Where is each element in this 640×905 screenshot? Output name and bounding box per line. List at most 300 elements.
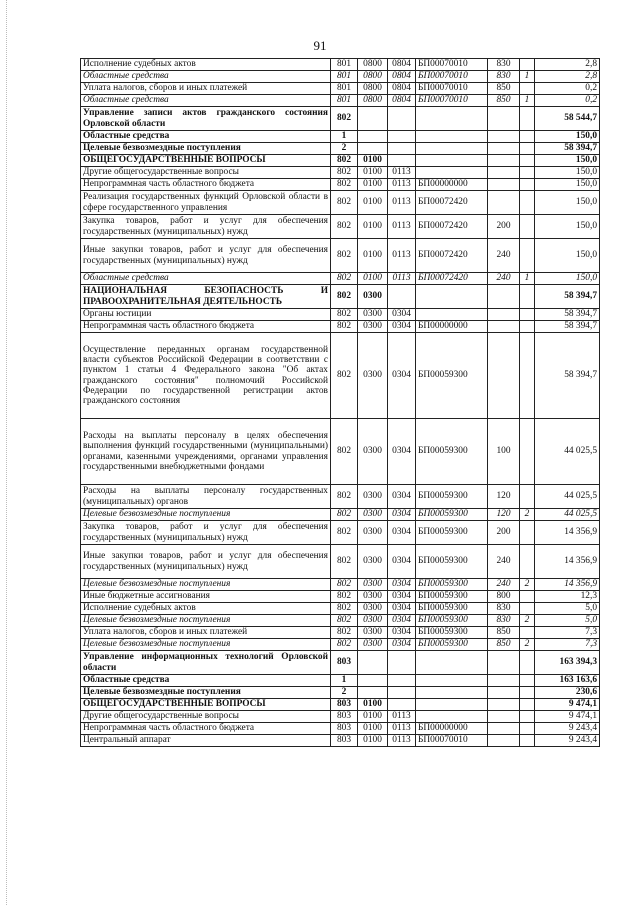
cell-ministry: 802 (331, 285, 358, 309)
cell-expense-type: 850 (488, 95, 520, 107)
cell-name: Целевые безвозмездные поступления (81, 143, 331, 155)
cell-subsection: 0304 (388, 521, 416, 545)
cell-name: ОБЩЕГОСУДАРСТВЕННЫЕ ВОПРОСЫ (81, 155, 331, 167)
cell-expense-type (488, 321, 520, 333)
cell-expense-type: 850 (488, 627, 520, 639)
cell-amount: 7,3 (535, 639, 600, 651)
cell-subsection: 0113 (388, 191, 416, 215)
table-row (81, 131, 600, 143)
cell-amount: 44 025,5 (535, 485, 600, 509)
cell-name: Расходы на выплаты персоналу в целях обеспечения выполнения функций государственными (муниципальными) органами, казенными учреждениями, органами управления государственными внебюджетными фондами (81, 419, 331, 485)
cell-section: 0300 (358, 591, 388, 603)
cell-source (520, 215, 535, 239)
cell-source (520, 155, 535, 167)
table-row (81, 167, 600, 179)
cell-name: Областные средства (81, 273, 331, 285)
cell-target-article: БП00072420 (416, 273, 488, 285)
cell-target-article: БП00059300 (416, 591, 488, 603)
cell-target-article: БП00059300 (416, 419, 488, 485)
cell-target-article (416, 143, 488, 155)
cell-source (520, 59, 535, 71)
cell-subsection: 0304 (388, 321, 416, 333)
cell-ministry: 802 (331, 419, 358, 485)
table-row (81, 273, 600, 285)
cell-amount: 58 394,7 (535, 333, 600, 419)
cell-target-article: БП00059300 (416, 545, 488, 579)
table-row (81, 603, 600, 615)
cell-name: Другие общегосударственные вопросы (81, 167, 331, 179)
cell-section: 0300 (358, 419, 388, 485)
table-row (81, 155, 600, 167)
table-row (81, 615, 600, 627)
cell-subsection: 0804 (388, 83, 416, 95)
table-row (81, 143, 600, 155)
cell-source (520, 321, 535, 333)
cell-expense-type (488, 699, 520, 711)
cell-target-article (416, 699, 488, 711)
cell-name: Исполнение судебных актов (81, 603, 331, 615)
cell-amount: 7,3 (535, 627, 600, 639)
cell-section: 0100 (358, 239, 388, 273)
cell-source (520, 191, 535, 215)
cell-section: 0100 (358, 155, 388, 167)
cell-target-article: БП00059300 (416, 627, 488, 639)
cell-amount: 150,0 (535, 191, 600, 215)
cell-expense-type: 100 (488, 419, 520, 485)
cell-section (358, 675, 388, 687)
cell-amount: 44 025,5 (535, 509, 600, 521)
cell-amount: 14 356,9 (535, 579, 600, 591)
cell-source (520, 131, 535, 143)
cell-expense-type: 830 (488, 71, 520, 83)
cell-amount: 2,8 (535, 71, 600, 83)
cell-source: 1 (520, 95, 535, 107)
cell-ministry: 802 (331, 155, 358, 167)
cell-target-article: БП00059300 (416, 639, 488, 651)
table-row (81, 419, 600, 485)
cell-section: 0100 (358, 711, 388, 723)
table-row (81, 71, 600, 83)
cell-name: Целевые безвозмездные поступления (81, 509, 331, 521)
table-row (81, 651, 600, 675)
cell-target-article (416, 651, 488, 675)
cell-target-article: БП00000000 (416, 321, 488, 333)
cell-subsection: 0304 (388, 603, 416, 615)
cell-section: 0300 (358, 309, 388, 321)
cell-expense-type (488, 167, 520, 179)
cell-subsection: 0113 (388, 723, 416, 735)
cell-source (520, 179, 535, 191)
cell-ministry: 802 (331, 509, 358, 521)
cell-section: 0300 (358, 579, 388, 591)
cell-subsection (388, 131, 416, 143)
cell-amount: 5,0 (535, 603, 600, 615)
cell-amount: 150,0 (535, 273, 600, 285)
cell-expense-type (488, 179, 520, 191)
cell-amount: 58 394,7 (535, 143, 600, 155)
cell-expense-type (488, 723, 520, 735)
cell-amount: 150,0 (535, 239, 600, 273)
cell-target-article: БП00070010 (416, 735, 488, 747)
cell-section: 0100 (358, 215, 388, 239)
cell-section (358, 687, 388, 699)
cell-subsection: 0113 (388, 711, 416, 723)
cell-section: 0300 (358, 285, 388, 309)
cell-subsection: 0304 (388, 639, 416, 651)
cell-expense-type (488, 711, 520, 723)
cell-subsection: 0113 (388, 735, 416, 747)
cell-name: Закупка товаров, работ и услуг для обеспечения государственных (муниципальных) нужд (81, 521, 331, 545)
cell-subsection (388, 651, 416, 675)
cell-source (520, 687, 535, 699)
cell-subsection (388, 107, 416, 131)
cell-name: ОБЩЕГОСУДАРСТВЕННЫЕ ВОПРОСЫ (81, 699, 331, 711)
cell-target-article: БП00072420 (416, 191, 488, 215)
cell-ministry: 1 (331, 675, 358, 687)
cell-target-article: БП00070010 (416, 59, 488, 71)
cell-name: Областные средства (81, 95, 331, 107)
cell-subsection: 0304 (388, 579, 416, 591)
cell-name: Другие общегосударственные вопросы (81, 711, 331, 723)
cell-ministry: 802 (331, 545, 358, 579)
cell-target-article: БП00059300 (416, 521, 488, 545)
cell-ministry: 802 (331, 579, 358, 591)
table-row (81, 309, 600, 321)
cell-name: Управление информационных технологий Орловской области (81, 651, 331, 675)
cell-ministry: 802 (331, 603, 358, 615)
cell-target-article: БП00059300 (416, 603, 488, 615)
cell-name: Целевые безвозмездные поступления (81, 639, 331, 651)
cell-amount: 150,0 (535, 179, 600, 191)
table-row (81, 711, 600, 723)
table-row (81, 179, 600, 191)
cell-subsection (388, 155, 416, 167)
budget-table (80, 58, 600, 747)
budget-table-body (81, 59, 600, 747)
cell-name: Уплата налогов, сборов и иных платежей (81, 627, 331, 639)
cell-section: 0100 (358, 699, 388, 711)
cell-expense-type: 240 (488, 273, 520, 285)
cell-subsection (388, 675, 416, 687)
cell-source: 2 (520, 615, 535, 627)
table-row (81, 699, 600, 711)
cell-expense-type (488, 333, 520, 419)
cell-ministry: 802 (331, 215, 358, 239)
table-row (81, 545, 600, 579)
table-row (81, 509, 600, 521)
cell-subsection: 0304 (388, 591, 416, 603)
cell-name: Центральный аппарат (81, 735, 331, 747)
cell-name: Органы юстиции (81, 309, 331, 321)
cell-ministry: 802 (331, 191, 358, 215)
cell-ministry: 801 (331, 83, 358, 95)
cell-target-article: БП00072420 (416, 239, 488, 273)
cell-section: 0100 (358, 735, 388, 747)
cell-target-article: БП00059300 (416, 579, 488, 591)
cell-section (358, 651, 388, 675)
cell-subsection: 0304 (388, 627, 416, 639)
cell-section: 0300 (358, 603, 388, 615)
cell-section: 0800 (358, 59, 388, 71)
cell-source (520, 419, 535, 485)
cell-ministry: 802 (331, 321, 358, 333)
cell-amount: 58 544,7 (535, 107, 600, 131)
cell-name: Непрограммная часть областного бюджета (81, 723, 331, 735)
cell-name: Целевые безвозмездные поступления (81, 687, 331, 699)
cell-name: Закупка товаров, работ и услуг для обеспечения государственных (муниципальных) нужд (81, 215, 331, 239)
cell-name: Иные бюджетные ассигнования (81, 591, 331, 603)
cell-ministry: 802 (331, 273, 358, 285)
cell-target-article (416, 675, 488, 687)
left-margin-rule (6, 0, 7, 905)
cell-expense-type (488, 735, 520, 747)
cell-subsection: 0804 (388, 95, 416, 107)
cell-source (520, 675, 535, 687)
cell-subsection: 0304 (388, 333, 416, 419)
cell-name: Областные средства (81, 131, 331, 143)
cell-ministry: 803 (331, 723, 358, 735)
cell-amount: 12,3 (535, 591, 600, 603)
cell-ministry: 802 (331, 309, 358, 321)
cell-ministry: 802 (331, 521, 358, 545)
table-row (81, 485, 600, 509)
cell-section: 0300 (358, 615, 388, 627)
cell-subsection: 0304 (388, 419, 416, 485)
cell-amount: 150,0 (535, 167, 600, 179)
cell-expense-type (488, 309, 520, 321)
cell-source (520, 603, 535, 615)
cell-ministry: 801 (331, 95, 358, 107)
cell-ministry: 803 (331, 711, 358, 723)
cell-expense-type (488, 687, 520, 699)
cell-expense-type (488, 155, 520, 167)
cell-source (520, 485, 535, 509)
cell-name: Иные закупки товаров, работ и услуг для обеспечения государственных (муниципальных) нужд (81, 239, 331, 273)
cell-subsection (388, 285, 416, 309)
cell-expense-type: 240 (488, 545, 520, 579)
cell-subsection (388, 687, 416, 699)
table-row (81, 285, 600, 309)
cell-name: Непрограммная часть областного бюджета (81, 321, 331, 333)
cell-source (520, 711, 535, 723)
table-row (81, 521, 600, 545)
cell-ministry: 801 (331, 71, 358, 83)
cell-subsection: 0304 (388, 309, 416, 321)
table-row (81, 579, 600, 591)
cell-expense-type: 240 (488, 239, 520, 273)
cell-ministry: 802 (331, 107, 358, 131)
cell-source (520, 333, 535, 419)
cell-amount: 150,0 (535, 131, 600, 143)
cell-subsection: 0304 (388, 545, 416, 579)
cell-target-article: БП00059300 (416, 615, 488, 627)
cell-section: 0300 (358, 545, 388, 579)
cell-section: 0800 (358, 71, 388, 83)
cell-amount: 163 394,3 (535, 651, 600, 675)
cell-amount: 230,6 (535, 687, 600, 699)
cell-expense-type: 850 (488, 639, 520, 651)
cell-amount: 58 394,7 (535, 309, 600, 321)
table-row (81, 83, 600, 95)
cell-name: Исполнение судебных актов (81, 59, 331, 71)
table-row (81, 59, 600, 71)
cell-source: 1 (520, 71, 535, 83)
cell-source (520, 309, 535, 321)
cell-name: Иные закупки товаров, работ и услуг для обеспечения государственных (муниципальных) нужд (81, 545, 331, 579)
cell-amount: 14 356,9 (535, 521, 600, 545)
cell-source (520, 107, 535, 131)
cell-expense-type: 120 (488, 485, 520, 509)
cell-section: 0300 (358, 333, 388, 419)
cell-source: 2 (520, 579, 535, 591)
cell-amount: 9 243,4 (535, 723, 600, 735)
cell-section: 0100 (358, 167, 388, 179)
cell-amount: 44 025,5 (535, 419, 600, 485)
cell-expense-type (488, 191, 520, 215)
cell-subsection: 0113 (388, 179, 416, 191)
cell-target-article: БП00059300 (416, 509, 488, 521)
cell-source (520, 735, 535, 747)
cell-subsection: 0304 (388, 615, 416, 627)
table-row (81, 191, 600, 215)
cell-name: Целевые безвозмездные поступления (81, 615, 331, 627)
cell-target-article (416, 309, 488, 321)
cell-expense-type: 800 (488, 591, 520, 603)
cell-ministry: 2 (331, 687, 358, 699)
cell-name: НАЦИОНАЛЬНАЯ БЕЗОПАСНОСТЬ И ПРАВООХРАНИТЕЛЬНАЯ ДЕЯТЕЛЬНОСТЬ (81, 285, 331, 309)
cell-section (358, 107, 388, 131)
cell-target-article (416, 687, 488, 699)
cell-section: 0300 (358, 321, 388, 333)
cell-target-article (416, 131, 488, 143)
cell-target-article: БП00059300 (416, 333, 488, 419)
cell-expense-type (488, 285, 520, 309)
cell-name: Областные средства (81, 675, 331, 687)
table-row (81, 215, 600, 239)
cell-ministry: 802 (331, 179, 358, 191)
cell-name: Уплата налогов, сборов и иных платежей (81, 83, 331, 95)
table-row (81, 735, 600, 747)
cell-ministry: 802 (331, 167, 358, 179)
cell-ministry: 2 (331, 143, 358, 155)
cell-target-article: БП00072420 (416, 215, 488, 239)
cell-source: 2 (520, 509, 535, 521)
cell-section: 0300 (358, 639, 388, 651)
cell-target-article (416, 155, 488, 167)
cell-amount: 5,0 (535, 615, 600, 627)
cell-expense-type: 200 (488, 215, 520, 239)
cell-target-article (416, 285, 488, 309)
table-row (81, 687, 600, 699)
cell-source (520, 723, 535, 735)
cell-expense-type (488, 675, 520, 687)
cell-source (520, 239, 535, 273)
cell-source (520, 591, 535, 603)
cell-ministry: 802 (331, 615, 358, 627)
cell-source (520, 167, 535, 179)
cell-ministry: 802 (331, 591, 358, 603)
page-number: 91 (313, 38, 327, 53)
table-row (81, 639, 600, 651)
cell-source (520, 83, 535, 95)
cell-name: Осуществление переданных органам государственной власти субъектов Российской Федерации в соответствии с пунктом 1 статьи 4 Федерального закона "Об актах гражданского состояния" полномочий Российской Федерации по государственной регистрации актов гражданского состояния (81, 333, 331, 419)
cell-section: 0300 (358, 627, 388, 639)
cell-name: Целевые безвозмездные поступления (81, 579, 331, 591)
cell-target-article (416, 711, 488, 723)
cell-target-article: БП00070010 (416, 83, 488, 95)
cell-section: 0800 (358, 83, 388, 95)
cell-source (520, 699, 535, 711)
cell-section: 0300 (358, 509, 388, 521)
cell-ministry: 802 (331, 639, 358, 651)
cell-amount: 150,0 (535, 215, 600, 239)
cell-ministry: 801 (331, 59, 358, 71)
cell-expense-type: 240 (488, 579, 520, 591)
table-row (81, 675, 600, 687)
cell-name: Расходы на выплаты персоналу государственных (муниципальных) органов (81, 485, 331, 509)
cell-source (520, 627, 535, 639)
cell-target-article: БП00000000 (416, 723, 488, 735)
cell-source (520, 651, 535, 675)
cell-amount: 9 474,1 (535, 699, 600, 711)
cell-subsection (388, 699, 416, 711)
cell-ministry: 803 (331, 735, 358, 747)
cell-target-article: БП00070010 (416, 71, 488, 83)
table-row (81, 627, 600, 639)
cell-subsection: 0113 (388, 167, 416, 179)
cell-ministry: 803 (331, 651, 358, 675)
cell-subsection: 0804 (388, 59, 416, 71)
cell-target-article (416, 107, 488, 131)
table-row (81, 95, 600, 107)
table-row (81, 333, 600, 419)
cell-expense-type (488, 651, 520, 675)
cell-target-article: БП00070010 (416, 95, 488, 107)
table-row (81, 321, 600, 333)
cell-ministry: 802 (331, 485, 358, 509)
cell-ministry: 802 (331, 333, 358, 419)
cell-source (520, 521, 535, 545)
cell-section: 0100 (358, 723, 388, 735)
cell-amount: 150,0 (535, 155, 600, 167)
cell-expense-type (488, 143, 520, 155)
cell-subsection: 0113 (388, 215, 416, 239)
cell-subsection: 0113 (388, 239, 416, 273)
cell-amount: 0,2 (535, 83, 600, 95)
cell-name: Реализация государственных функций Орловской области в сфере государственного управления (81, 191, 331, 215)
cell-target-article (416, 167, 488, 179)
cell-subsection: 0304 (388, 509, 416, 521)
table-row (81, 239, 600, 273)
cell-expense-type: 830 (488, 615, 520, 627)
cell-amount: 0,2 (535, 95, 600, 107)
cell-expense-type: 830 (488, 603, 520, 615)
cell-expense-type: 120 (488, 509, 520, 521)
cell-section (358, 143, 388, 155)
cell-section (358, 131, 388, 143)
cell-source: 1 (520, 273, 535, 285)
cell-subsection: 0113 (388, 273, 416, 285)
cell-subsection (388, 143, 416, 155)
cell-expense-type: 200 (488, 521, 520, 545)
cell-name: Управление записи актов гражданского состояния Орловской области (81, 107, 331, 131)
table-row (81, 591, 600, 603)
cell-source: 2 (520, 639, 535, 651)
cell-ministry: 1 (331, 131, 358, 143)
cell-amount: 9 243,4 (535, 735, 600, 747)
cell-section: 0300 (358, 521, 388, 545)
cell-target-article: БП00059300 (416, 485, 488, 509)
